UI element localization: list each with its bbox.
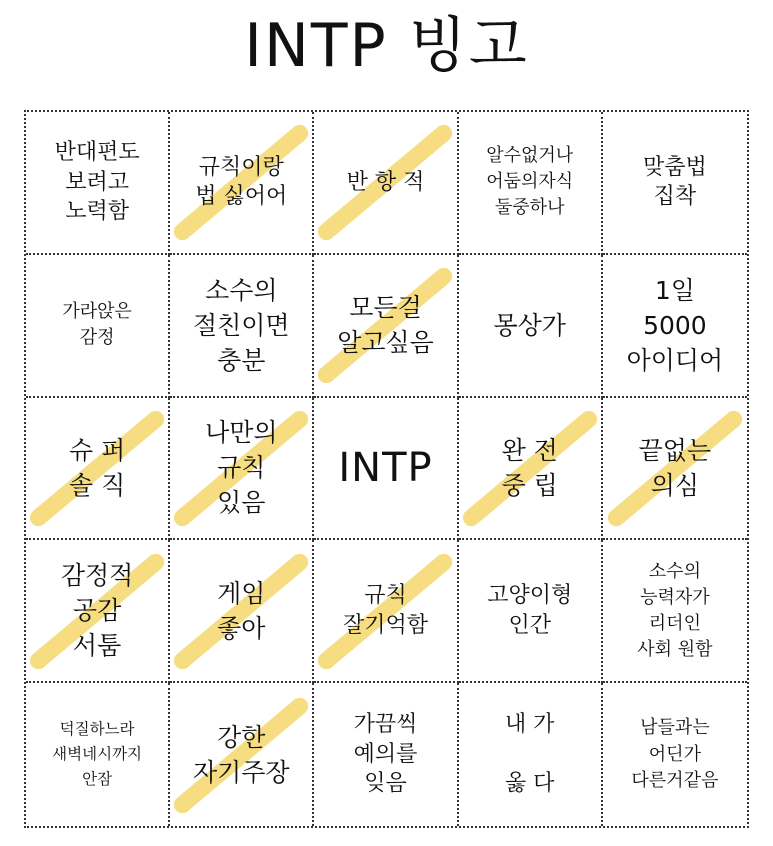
bingo-cell[interactable] — [26, 255, 170, 398]
bingo-cell[interactable] — [26, 540, 170, 683]
bingo-cell[interactable] — [314, 540, 458, 683]
bingo-cell[interactable] — [603, 683, 747, 826]
cell-text: 감정적 공감 서툼 — [60, 561, 134, 661]
cell-text: 슈 퍼 솔 직 — [68, 435, 126, 500]
bingo-cell[interactable] — [459, 540, 603, 683]
bingo-cell[interactable] — [26, 112, 170, 255]
bingo-cell[interactable] — [314, 255, 458, 398]
bingo-cell[interactable] — [26, 683, 170, 826]
cell-text: 강한 자기주장 — [192, 722, 290, 787]
cell-text: 규칙 잘기억함 — [342, 583, 428, 638]
cell-text: 모든걸 알고싶음 — [337, 293, 434, 358]
bingo-cell[interactable] — [170, 255, 314, 398]
cell-text: 고양이형 인간 — [487, 583, 573, 638]
cell-text: 맞춤법 집착 — [643, 154, 707, 210]
bingo-cell[interactable] — [459, 683, 603, 826]
bingo-cell[interactable] — [603, 112, 747, 255]
bingo-cell[interactable] — [170, 540, 314, 683]
bingo-cell[interactable] — [26, 398, 170, 541]
bingo-cell[interactable] — [459, 112, 603, 255]
cell-text: 남들과는 어딘가 다른거같음 — [631, 717, 719, 791]
cell-text: 내 가 옳 다 — [504, 712, 555, 797]
bingo-cell[interactable] — [459, 255, 603, 398]
bingo-board — [24, 110, 749, 828]
cell-text: 가라앉은 감정 — [62, 301, 132, 349]
bingo-cell[interactable] — [170, 683, 314, 826]
cell-text: 소수의 절친이면 충분 — [192, 275, 290, 375]
cell-text: 나만의 규칙 있음 — [205, 418, 278, 518]
bingo-cell-free[interactable] — [314, 398, 458, 541]
cell-text: 끝없는 의심 — [638, 435, 712, 500]
cell-text: 가끔씩 예의를 잊음 — [353, 712, 418, 797]
bingo-cell[interactable] — [314, 112, 458, 255]
cell-text: 덕질하느라 새벽네시까지 안잠 — [52, 720, 143, 788]
cell-text: 완 전 중 립 — [501, 435, 558, 500]
cell-text: INTP — [338, 444, 433, 491]
bingo-cell[interactable] — [314, 683, 458, 826]
cell-text: 알수없거나 어둠의자식 둘중하나 — [486, 145, 574, 219]
page-title: INTP 빙고 — [244, 11, 529, 81]
bingo-cell[interactable] — [603, 398, 747, 541]
cell-text: 게임 좋아 — [217, 578, 266, 643]
bingo-cell[interactable] — [603, 255, 747, 398]
bingo-cell[interactable] — [459, 398, 603, 541]
bingo-cell[interactable] — [170, 112, 314, 255]
cell-text: 몽상가 — [493, 310, 566, 340]
bingo-cell[interactable] — [170, 398, 314, 541]
cell-text: 반대편도 보려고 노력함 — [54, 139, 140, 225]
cell-text: 반 항 적 — [346, 169, 425, 195]
bingo-cell[interactable] — [603, 540, 747, 683]
cell-text: 규칙이랑 법 싫어어 — [195, 154, 288, 210]
cell-text: 소수의 능력자가 리더인 사회 원함 — [637, 560, 713, 660]
cell-text: 1일 5000 아이디어 — [626, 275, 724, 375]
